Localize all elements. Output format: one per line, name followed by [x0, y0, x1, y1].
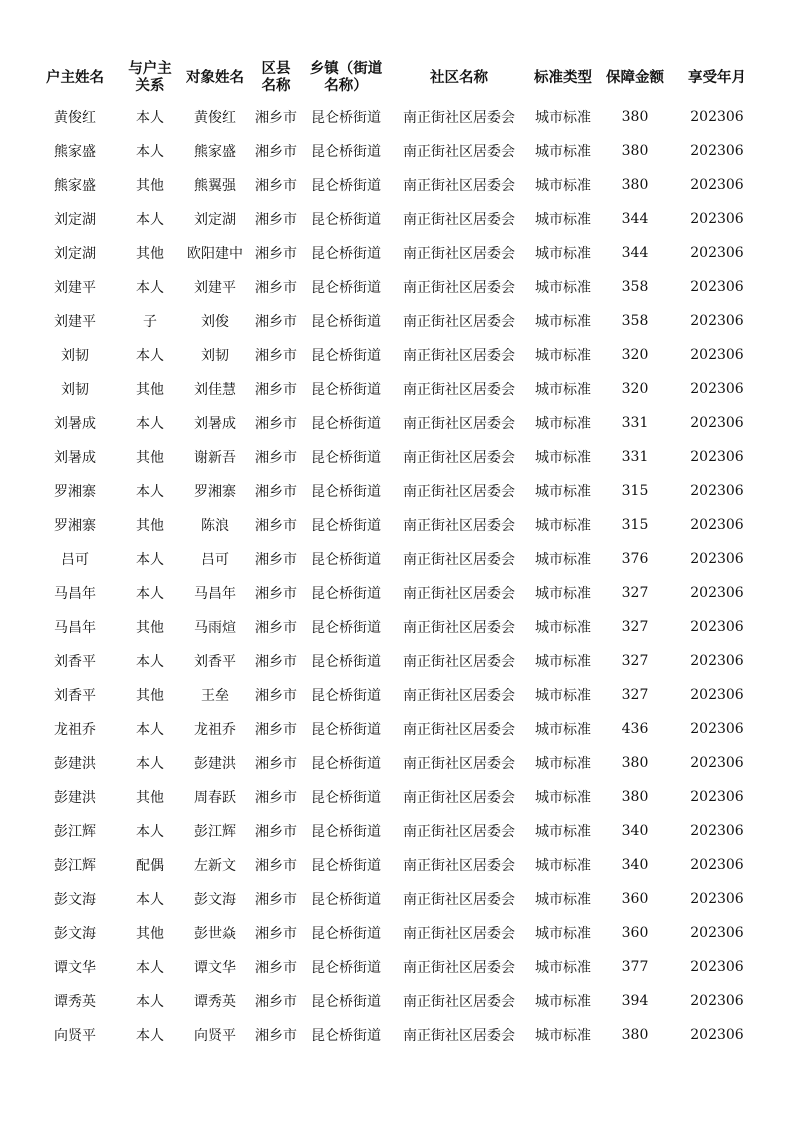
community-cell: 南正街社区居委会: [403, 280, 515, 296]
community-cell: 南正街社区居委会: [403, 518, 515, 534]
county-cell: 湘乡市: [255, 654, 297, 670]
standard-type-cell: 城市标准: [535, 790, 591, 806]
town-cell: 昆仑桥街道: [311, 824, 381, 840]
table-row: [30, 576, 762, 610]
beneficiary-name-header: 对象姓名: [186, 69, 244, 86]
period-cell: 202306: [690, 483, 744, 499]
table-row: [30, 950, 762, 984]
community-cell: 南正街社区居委会: [403, 552, 515, 568]
relation-cell: 子: [143, 314, 157, 330]
table-row: [30, 882, 762, 916]
table-row: [30, 1018, 762, 1052]
period-header: 享受年月: [688, 69, 746, 86]
beneficiary-name-cell: 彭文海: [194, 892, 236, 908]
amount-cell: 380: [621, 177, 649, 193]
relation-cell: 其他: [136, 620, 164, 636]
amount-cell: 327: [621, 619, 649, 635]
period-cell: 202306: [690, 687, 744, 703]
county-header: 区县 名称: [261, 61, 291, 94]
community-cell: 南正街社区居委会: [403, 212, 515, 228]
relation-cell: 其他: [136, 790, 164, 806]
town-cell: 昆仑桥街道: [311, 586, 381, 602]
amount-cell: 327: [621, 653, 649, 669]
householder-name-cell: 彭江辉: [54, 858, 96, 874]
county-cell: 湘乡市: [255, 314, 297, 330]
amount-cell: 331: [621, 415, 649, 431]
relation-cell: 本人: [136, 1028, 164, 1044]
table-row: [30, 440, 762, 474]
beneficiary-name-cell: 刘佳慧: [194, 382, 236, 398]
standard-type-cell: 城市标准: [535, 144, 591, 160]
county-cell: 湘乡市: [255, 824, 297, 840]
county-cell: 湘乡市: [255, 450, 297, 466]
standard-type-cell: 城市标准: [535, 518, 591, 534]
period-cell: 202306: [690, 313, 744, 329]
period-cell: 202306: [690, 1027, 744, 1043]
amount-cell: 315: [621, 517, 649, 533]
standard-type-cell: 城市标准: [535, 994, 591, 1010]
householder-name-cell: 马昌年: [54, 586, 96, 602]
beneficiary-name-cell: 刘定湖: [194, 212, 236, 228]
beneficiary-name-cell: 熊家盛: [194, 144, 236, 160]
period-cell: 202306: [690, 891, 744, 907]
county-cell: 湘乡市: [255, 620, 297, 636]
county-cell: 湘乡市: [255, 246, 297, 262]
town-cell: 昆仑桥街道: [311, 484, 381, 500]
beneficiary-name-cell: 刘香平: [194, 654, 236, 670]
standard-type-cell: 城市标准: [535, 620, 591, 636]
beneficiary-name-cell: 谭文华: [194, 960, 236, 976]
period-cell: 202306: [690, 177, 744, 193]
relation-cell: 本人: [136, 110, 164, 126]
householder-name-cell: 彭建洪: [54, 756, 96, 772]
community-cell: 南正街社区居委会: [403, 654, 515, 670]
period-cell: 202306: [690, 789, 744, 805]
beneficiary-name-cell: 彭建洪: [194, 756, 236, 772]
householder-name-cell: 罗湘寨: [54, 484, 96, 500]
amount-cell: 376: [621, 551, 649, 567]
town-cell: 昆仑桥街道: [311, 892, 381, 908]
town-cell: 昆仑桥街道: [311, 212, 381, 228]
town-cell: 昆仑桥街道: [311, 926, 381, 942]
period-cell: 202306: [690, 925, 744, 941]
town-cell: 昆仑桥街道: [311, 960, 381, 976]
relation-cell: 其他: [136, 178, 164, 194]
standard-type-cell: 城市标准: [535, 586, 591, 602]
community-cell: 南正街社区居委会: [403, 246, 515, 262]
period-cell: 202306: [690, 449, 744, 465]
standard-type-cell: 城市标准: [535, 212, 591, 228]
town-cell: 昆仑桥街道: [311, 450, 381, 466]
county-cell: 湘乡市: [255, 756, 297, 772]
standard-type-header: 标准类型: [534, 69, 592, 86]
standard-type-cell: 城市标准: [535, 722, 591, 738]
community-cell: 南正街社区居委会: [403, 960, 515, 976]
amount-cell: 380: [621, 143, 649, 159]
standard-type-cell: 城市标准: [535, 926, 591, 942]
amount-cell: 380: [621, 109, 649, 125]
amount-cell: 320: [621, 347, 649, 363]
table-row: [30, 304, 762, 338]
amount-cell: 358: [621, 313, 649, 329]
period-cell: 202306: [690, 279, 744, 295]
town-cell: 昆仑桥街道: [311, 756, 381, 772]
table-row: [30, 984, 762, 1018]
period-cell: 202306: [690, 585, 744, 601]
table-row: [30, 270, 762, 304]
community-cell: 南正街社区居委会: [403, 756, 515, 772]
householder-name-cell: 龙祖乔: [54, 722, 96, 738]
standard-type-cell: 城市标准: [535, 280, 591, 296]
householder-name-cell: 吕可: [61, 552, 89, 568]
town-cell: 昆仑桥街道: [311, 110, 381, 126]
community-cell: 南正街社区居委会: [403, 1028, 515, 1044]
table-row: [30, 848, 762, 882]
town-cell: 昆仑桥街道: [311, 620, 381, 636]
amount-cell: 344: [621, 245, 649, 261]
relation-cell: 其他: [136, 246, 164, 262]
table-row: [30, 916, 762, 950]
community-cell: 南正街社区居委会: [403, 790, 515, 806]
householder-name-cell: 黄俊红: [54, 110, 96, 126]
beneficiary-name-cell: 左新文: [194, 858, 236, 874]
householder-name-cell: 刘建平: [54, 314, 96, 330]
town-cell: 昆仑桥街道: [311, 1028, 381, 1044]
beneficiary-name-cell: 龙祖乔: [194, 722, 236, 738]
table-row: [30, 814, 762, 848]
town-cell: 昆仑桥街道: [311, 518, 381, 534]
community-cell: 南正街社区居委会: [403, 382, 515, 398]
beneficiary-name-cell: 刘韧: [201, 348, 229, 364]
amount-cell: 360: [621, 891, 649, 907]
amount-cell: 340: [621, 823, 649, 839]
community-cell: 南正街社区居委会: [403, 620, 515, 636]
period-cell: 202306: [690, 755, 744, 771]
standard-type-cell: 城市标准: [535, 654, 591, 670]
table-row: [30, 100, 762, 134]
relation-cell: 本人: [136, 654, 164, 670]
standard-type-cell: 城市标准: [535, 756, 591, 772]
county-cell: 湘乡市: [255, 688, 297, 704]
table-row: [30, 644, 762, 678]
town-cell: 昆仑桥街道: [311, 416, 381, 432]
community-cell: 南正街社区居委会: [403, 110, 515, 126]
amount-cell: 380: [621, 755, 649, 771]
period-cell: 202306: [690, 347, 744, 363]
period-cell: 202306: [690, 823, 744, 839]
relation-cell: 本人: [136, 348, 164, 364]
community-cell: 南正街社区居委会: [403, 824, 515, 840]
county-cell: 湘乡市: [255, 994, 297, 1010]
relation-cell: 本人: [136, 994, 164, 1010]
standard-type-cell: 城市标准: [535, 314, 591, 330]
town-header: 乡镇（街道 名称）: [309, 61, 383, 94]
table-row: [30, 372, 762, 406]
table-row: [30, 406, 762, 440]
relation-cell: 本人: [136, 960, 164, 976]
town-cell: 昆仑桥街道: [311, 314, 381, 330]
period-cell: 202306: [690, 109, 744, 125]
householder-name-cell: 刘定湖: [54, 212, 96, 228]
county-cell: 湘乡市: [255, 858, 297, 874]
county-cell: 湘乡市: [255, 416, 297, 432]
table-row: [30, 474, 762, 508]
period-cell: 202306: [690, 211, 744, 227]
town-cell: 昆仑桥街道: [311, 994, 381, 1010]
householder-name-cell: 罗湘寨: [54, 518, 96, 534]
table-row: [30, 168, 762, 202]
community-header: 社区名称: [430, 69, 488, 86]
community-cell: 南正街社区居委会: [403, 178, 515, 194]
county-cell: 湘乡市: [255, 926, 297, 942]
community-cell: 南正街社区居委会: [403, 450, 515, 466]
county-cell: 湘乡市: [255, 960, 297, 976]
community-cell: 南正街社区居委会: [403, 416, 515, 432]
town-cell: 昆仑桥街道: [311, 348, 381, 364]
standard-type-cell: 城市标准: [535, 858, 591, 874]
standard-type-cell: 城市标准: [535, 246, 591, 262]
relation-cell: 其他: [136, 382, 164, 398]
amount-cell: 380: [621, 789, 649, 805]
relation-cell: 本人: [136, 280, 164, 296]
amount-cell: 377: [621, 959, 649, 975]
householder-name-cell: 马昌年: [54, 620, 96, 636]
householder-name-cell: 谭秀英: [54, 994, 96, 1010]
beneficiary-name-cell: 熊翼强: [194, 178, 236, 194]
beneficiary-name-cell: 彭世焱: [194, 926, 236, 942]
community-cell: 南正街社区居委会: [403, 994, 515, 1010]
relation-cell: 其他: [136, 926, 164, 942]
community-cell: 南正街社区居委会: [403, 858, 515, 874]
householder-name-cell: 熊家盛: [54, 178, 96, 194]
standard-type-cell: 城市标准: [535, 416, 591, 432]
town-cell: 昆仑桥街道: [311, 722, 381, 738]
standard-type-cell: 城市标准: [535, 688, 591, 704]
community-cell: 南正街社区居委会: [403, 688, 515, 704]
table-row: [30, 508, 762, 542]
county-cell: 湘乡市: [255, 178, 297, 194]
amount-cell: 340: [621, 857, 649, 873]
period-cell: 202306: [690, 653, 744, 669]
relation-cell: 本人: [136, 586, 164, 602]
header-row: [30, 56, 762, 100]
beneficiary-name-cell: 谢新吾: [194, 450, 236, 466]
period-cell: 202306: [690, 857, 744, 873]
beneficiary-name-cell: 马昌年: [194, 586, 236, 602]
relation-cell: 本人: [136, 144, 164, 160]
standard-type-cell: 城市标准: [535, 1028, 591, 1044]
standard-type-cell: 城市标准: [535, 450, 591, 466]
period-cell: 202306: [690, 619, 744, 635]
period-cell: 202306: [690, 143, 744, 159]
relief-roster-table: [30, 56, 762, 1052]
amount-cell: 327: [621, 585, 649, 601]
householder-name-cell: 刘韧: [61, 348, 89, 364]
amount-cell: 320: [621, 381, 649, 397]
county-cell: 湘乡市: [255, 280, 297, 296]
period-cell: 202306: [690, 415, 744, 431]
period-cell: 202306: [690, 959, 744, 975]
relation-cell: 本人: [136, 416, 164, 432]
town-cell: 昆仑桥街道: [311, 654, 381, 670]
table-row: [30, 542, 762, 576]
county-cell: 湘乡市: [255, 552, 297, 568]
standard-type-cell: 城市标准: [535, 110, 591, 126]
householder-name-cell: 刘暑成: [54, 416, 96, 432]
period-cell: 202306: [690, 381, 744, 397]
table-header: [30, 56, 762, 100]
householder-name-cell: 刘香平: [54, 654, 96, 670]
community-cell: 南正街社区居委会: [403, 144, 515, 160]
relation-cell: 配偶: [136, 858, 164, 874]
amount-cell: 380: [621, 1027, 649, 1043]
beneficiary-name-cell: 黄俊红: [194, 110, 236, 126]
beneficiary-name-cell: 王垒: [201, 688, 229, 704]
table-row: [30, 678, 762, 712]
amount-cell: 358: [621, 279, 649, 295]
beneficiary-name-cell: 吕可: [201, 552, 229, 568]
town-cell: 昆仑桥街道: [311, 178, 381, 194]
community-cell: 南正街社区居委会: [403, 926, 515, 942]
amount-cell: 436: [621, 721, 649, 737]
table-row: [30, 134, 762, 168]
householder-name-header: 户主姓名: [46, 69, 104, 86]
community-cell: 南正街社区居委会: [403, 892, 515, 908]
county-cell: 湘乡市: [255, 484, 297, 500]
county-cell: 湘乡市: [255, 790, 297, 806]
amount-cell: 327: [621, 687, 649, 703]
standard-type-cell: 城市标准: [535, 348, 591, 364]
relation-cell: 本人: [136, 756, 164, 772]
table-row: [30, 780, 762, 814]
town-cell: 昆仑桥街道: [311, 858, 381, 874]
standard-type-cell: 城市标准: [535, 892, 591, 908]
relation-cell: 本人: [136, 212, 164, 228]
table-row: [30, 202, 762, 236]
relation-cell: 本人: [136, 722, 164, 738]
town-cell: 昆仑桥街道: [311, 688, 381, 704]
period-cell: 202306: [690, 245, 744, 261]
standard-type-cell: 城市标准: [535, 960, 591, 976]
county-cell: 湘乡市: [255, 348, 297, 364]
county-cell: 湘乡市: [255, 382, 297, 398]
town-cell: 昆仑桥街道: [311, 280, 381, 296]
period-cell: 202306: [690, 517, 744, 533]
householder-name-cell: 彭建洪: [54, 790, 96, 806]
beneficiary-name-cell: 周春跃: [194, 790, 236, 806]
beneficiary-name-cell: 刘俊: [201, 314, 229, 330]
beneficiary-name-cell: 谭秀英: [194, 994, 236, 1010]
standard-type-cell: 城市标准: [535, 552, 591, 568]
standard-type-cell: 城市标准: [535, 484, 591, 500]
beneficiary-name-cell: 彭江辉: [194, 824, 236, 840]
amount-cell: 315: [621, 483, 649, 499]
amount-cell: 360: [621, 925, 649, 941]
standard-type-cell: 城市标准: [535, 178, 591, 194]
table-row: [30, 610, 762, 644]
table-row: [30, 746, 762, 780]
amount-header: 保障金额: [606, 69, 664, 86]
beneficiary-name-cell: 刘暑成: [194, 416, 236, 432]
town-cell: 昆仑桥街道: [311, 552, 381, 568]
town-cell: 昆仑桥街道: [311, 246, 381, 262]
householder-name-cell: 刘定湖: [54, 246, 96, 262]
beneficiary-name-cell: 罗湘寨: [194, 484, 236, 500]
beneficiary-name-cell: 欧阳建中: [187, 246, 243, 262]
householder-name-cell: 向贤平: [54, 1028, 96, 1044]
relation-cell: 其他: [136, 688, 164, 704]
community-cell: 南正街社区居委会: [403, 484, 515, 500]
relation-cell: 其他: [136, 450, 164, 466]
county-cell: 湘乡市: [255, 722, 297, 738]
table-row: [30, 712, 762, 746]
householder-name-cell: 刘韧: [61, 382, 89, 398]
relation-cell: 本人: [136, 484, 164, 500]
county-cell: 湘乡市: [255, 144, 297, 160]
county-cell: 湘乡市: [255, 212, 297, 228]
period-cell: 202306: [690, 551, 744, 567]
beneficiary-name-cell: 向贤平: [194, 1028, 236, 1044]
community-cell: 南正街社区居委会: [403, 722, 515, 738]
householder-name-cell: 谭文华: [54, 960, 96, 976]
table-row: [30, 338, 762, 372]
relation-cell: 本人: [136, 824, 164, 840]
town-cell: 昆仑桥街道: [311, 382, 381, 398]
householder-name-cell: 刘暑成: [54, 450, 96, 466]
relation-cell: 本人: [136, 552, 164, 568]
town-cell: 昆仑桥街道: [311, 790, 381, 806]
relation-cell: 其他: [136, 518, 164, 534]
householder-name-cell: 熊家盛: [54, 144, 96, 160]
town-cell: 昆仑桥街道: [311, 144, 381, 160]
county-cell: 湘乡市: [255, 586, 297, 602]
householder-name-cell: 刘香平: [54, 688, 96, 704]
beneficiary-name-cell: 陈浪: [201, 518, 229, 534]
householder-name-cell: 彭江辉: [54, 824, 96, 840]
beneficiary-name-cell: 刘建平: [194, 280, 236, 296]
table-body: [30, 100, 762, 1052]
period-cell: 202306: [690, 721, 744, 737]
householder-name-cell: 刘建平: [54, 280, 96, 296]
amount-cell: 394: [621, 993, 649, 1009]
county-cell: 湘乡市: [255, 892, 297, 908]
beneficiary-name-cell: 马雨煊: [194, 620, 236, 636]
community-cell: 南正街社区居委会: [403, 314, 515, 330]
county-cell: 湘乡市: [255, 1028, 297, 1044]
community-cell: 南正街社区居委会: [403, 348, 515, 364]
relation-header: 与户主 关系: [128, 61, 172, 94]
householder-name-cell: 彭文海: [54, 926, 96, 942]
period-cell: 202306: [690, 993, 744, 1009]
community-cell: 南正街社区居委会: [403, 586, 515, 602]
amount-cell: 331: [621, 449, 649, 465]
householder-name-cell: 彭文海: [54, 892, 96, 908]
table-row: [30, 236, 762, 270]
relation-cell: 本人: [136, 892, 164, 908]
amount-cell: 344: [621, 211, 649, 227]
county-cell: 湘乡市: [255, 518, 297, 534]
standard-type-cell: 城市标准: [535, 824, 591, 840]
county-cell: 湘乡市: [255, 110, 297, 126]
standard-type-cell: 城市标准: [535, 382, 591, 398]
